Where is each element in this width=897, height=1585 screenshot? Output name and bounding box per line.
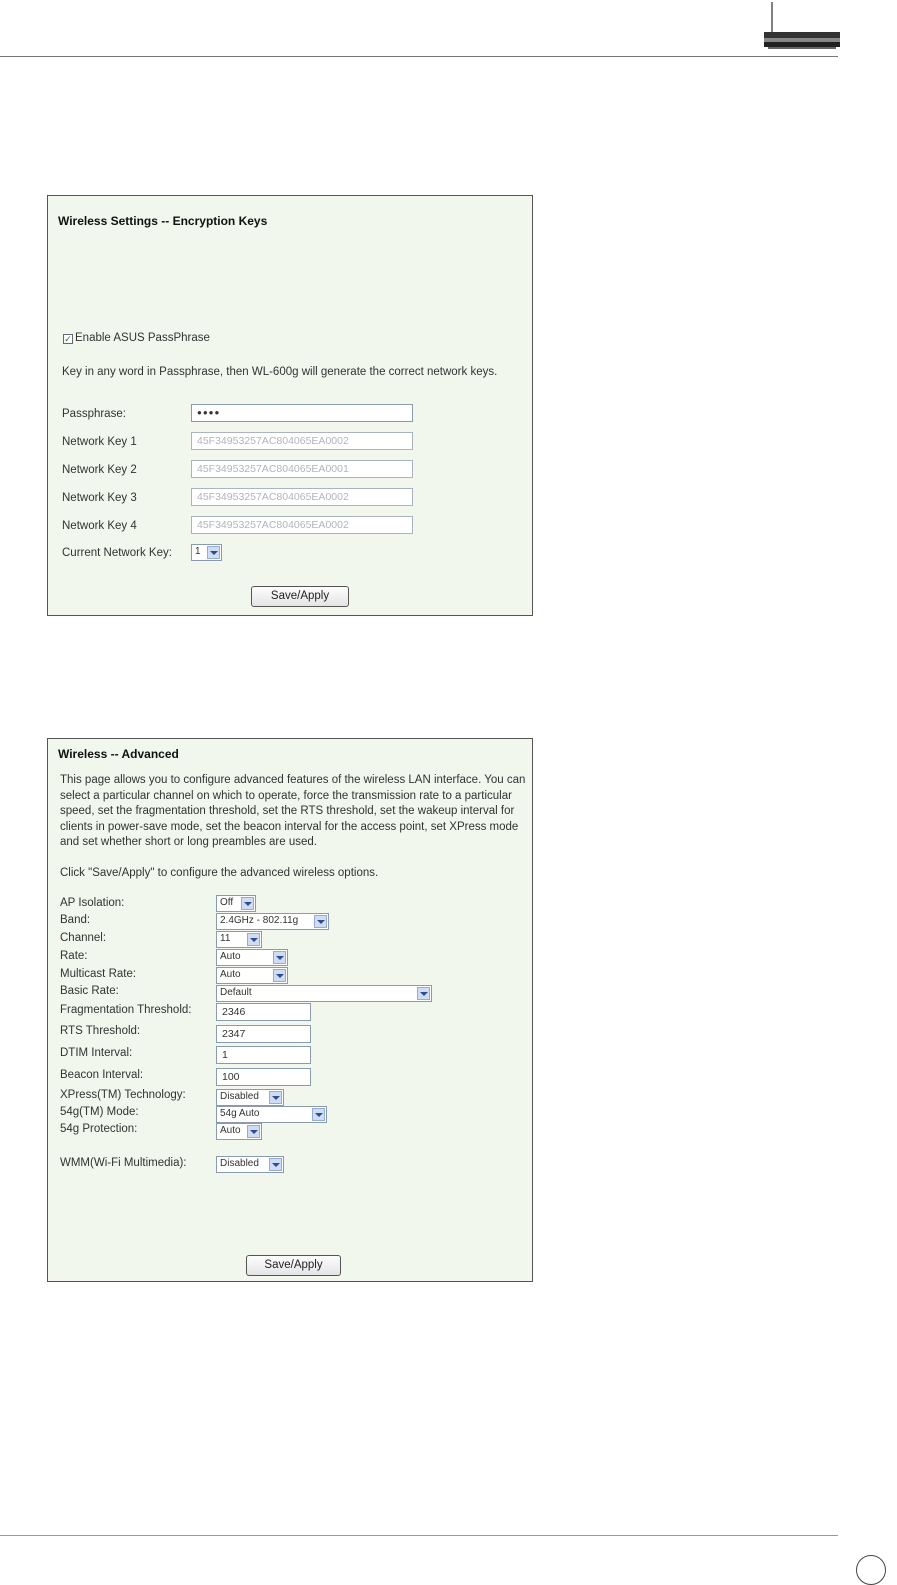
router-icon xyxy=(762,0,842,56)
chevron-down-icon xyxy=(207,546,220,559)
mode-54g-select[interactable] xyxy=(216,1106,327,1123)
chevron-down-icon xyxy=(312,1108,325,1121)
network-key-2-label: Network Key 2 xyxy=(62,464,137,476)
wmm-value: Disabled xyxy=(220,1158,259,1169)
network-key-3-input[interactable]: 45F34953257AC804065EA0002 xyxy=(191,488,413,506)
beacon-interval-input[interactable]: 100 xyxy=(216,1068,311,1086)
protection-54g-label: 54g Protection: xyxy=(60,1123,138,1135)
enable-passphrase-label: Enable ASUS PassPhrase xyxy=(75,332,210,344)
chevron-down-icon xyxy=(247,1125,260,1138)
ap-isolation-value: Off xyxy=(220,897,234,908)
xpress-label: XPress(TM) Technology: xyxy=(60,1089,186,1101)
beacon-interval-label: Beacon Interval: xyxy=(60,1069,144,1081)
channel-select[interactable] xyxy=(216,931,262,948)
protection-54g-value: Auto xyxy=(220,1125,241,1136)
network-key-4-input[interactable]: 45F34953257AC804065EA0002 xyxy=(191,516,413,534)
protection-54g-select[interactable] xyxy=(216,1123,262,1140)
chevron-down-icon xyxy=(269,1158,282,1171)
frag-threshold-input[interactable]: 2346 xyxy=(216,1003,311,1021)
header-rule xyxy=(0,56,838,57)
rts-threshold-label: RTS Threshold: xyxy=(60,1025,141,1037)
multicast-rate-value: Auto xyxy=(220,969,241,980)
mode-54g-label: 54g(TM) Mode: xyxy=(60,1106,139,1118)
rts-threshold-input[interactable]: 2347 xyxy=(216,1025,311,1043)
rate-value: Auto xyxy=(220,951,241,962)
network-key-4-label: Network Key 4 xyxy=(62,520,137,532)
basic-rate-select[interactable] xyxy=(216,985,432,1002)
network-key-2-input[interactable]: 45F34953257AC804065EA0001 xyxy=(191,460,413,478)
channel-label: Channel: xyxy=(60,932,107,944)
ap-isolation-label: AP Isolation: xyxy=(60,897,125,909)
wmm-label: WMM(Wi-Fi Multimedia): xyxy=(60,1157,187,1169)
passphrase-input[interactable]: ●●●● xyxy=(191,404,413,422)
frag-threshold-label: Fragmentation Threshold: xyxy=(60,1004,192,1016)
chevron-down-icon xyxy=(314,915,327,928)
current-network-key-value: 1 xyxy=(195,546,201,557)
mode-54g-value: 54g Auto xyxy=(220,1108,260,1119)
xpress-select[interactable] xyxy=(216,1089,284,1106)
network-key-1-input[interactable]: 45F34953257AC804065EA0002 xyxy=(191,432,413,450)
encryption-keys-panel xyxy=(47,195,533,616)
band-value: 2.4GHz - 802.11g xyxy=(220,915,299,926)
enable-passphrase-checkbox[interactable]: ✓ xyxy=(64,334,72,344)
dtim-interval-label: DTIM Interval: xyxy=(60,1047,133,1059)
current-network-key-label: Current Network Key: xyxy=(62,547,172,559)
advanced-instruction: Click "Save/Apply" to configure the advanced wireless options. xyxy=(60,867,379,879)
footer-rule xyxy=(0,1535,838,1536)
passphrase-label: Passphrase: xyxy=(62,408,126,420)
passphrase-description: Key in any word in Passphrase, then WL-600g will generate the correct network keys. xyxy=(62,366,498,378)
network-key-3-label: Network Key 3 xyxy=(62,492,137,504)
rate-select[interactable] xyxy=(216,949,288,966)
xpress-value: Disabled xyxy=(220,1091,259,1102)
wmm-select[interactable] xyxy=(216,1156,284,1173)
advanced-description: This page allows you to configure advanced features of the wireless LAN interface. You can select a particular channel on which to operate, force the transmission rate to a particular speed, set the fragmentation threshold, set the RTS threshold, set the wakeup interval for clients in power-save mode, set the beacon interval for the access point, set XPress mode and set whether short or long preambles are used. xyxy=(60,774,526,848)
band-select[interactable] xyxy=(216,913,329,930)
band-label: Band: xyxy=(60,914,91,926)
ap-isolation-select[interactable] xyxy=(216,895,256,912)
basic-rate-value: Default xyxy=(220,987,252,998)
panel-title: Wireless Settings -- Encryption Keys xyxy=(58,214,268,228)
chevron-down-icon xyxy=(273,969,286,982)
rate-label: Rate: xyxy=(60,950,88,962)
chevron-down-icon xyxy=(247,933,260,946)
dtim-interval-input[interactable]: 1 xyxy=(216,1046,311,1064)
chevron-down-icon xyxy=(273,951,286,964)
chevron-down-icon xyxy=(241,897,254,910)
save-apply-button[interactable]: Save/Apply xyxy=(251,586,349,607)
save-apply-button[interactable]: Save/Apply xyxy=(246,1255,341,1276)
basic-rate-label: Basic Rate: xyxy=(60,985,119,997)
network-key-1-label: Network Key 1 xyxy=(62,436,137,448)
channel-value: 11 xyxy=(220,933,231,944)
panel-title: Wireless -- Advanced xyxy=(58,747,179,761)
multicast-rate-select[interactable] xyxy=(216,967,288,984)
chevron-down-icon xyxy=(269,1091,282,1104)
chevron-down-icon xyxy=(417,987,430,1000)
multicast-rate-label: Multicast Rate: xyxy=(60,968,137,980)
current-network-key-select[interactable] xyxy=(191,544,222,561)
wireless-advanced-panel xyxy=(47,738,533,1282)
